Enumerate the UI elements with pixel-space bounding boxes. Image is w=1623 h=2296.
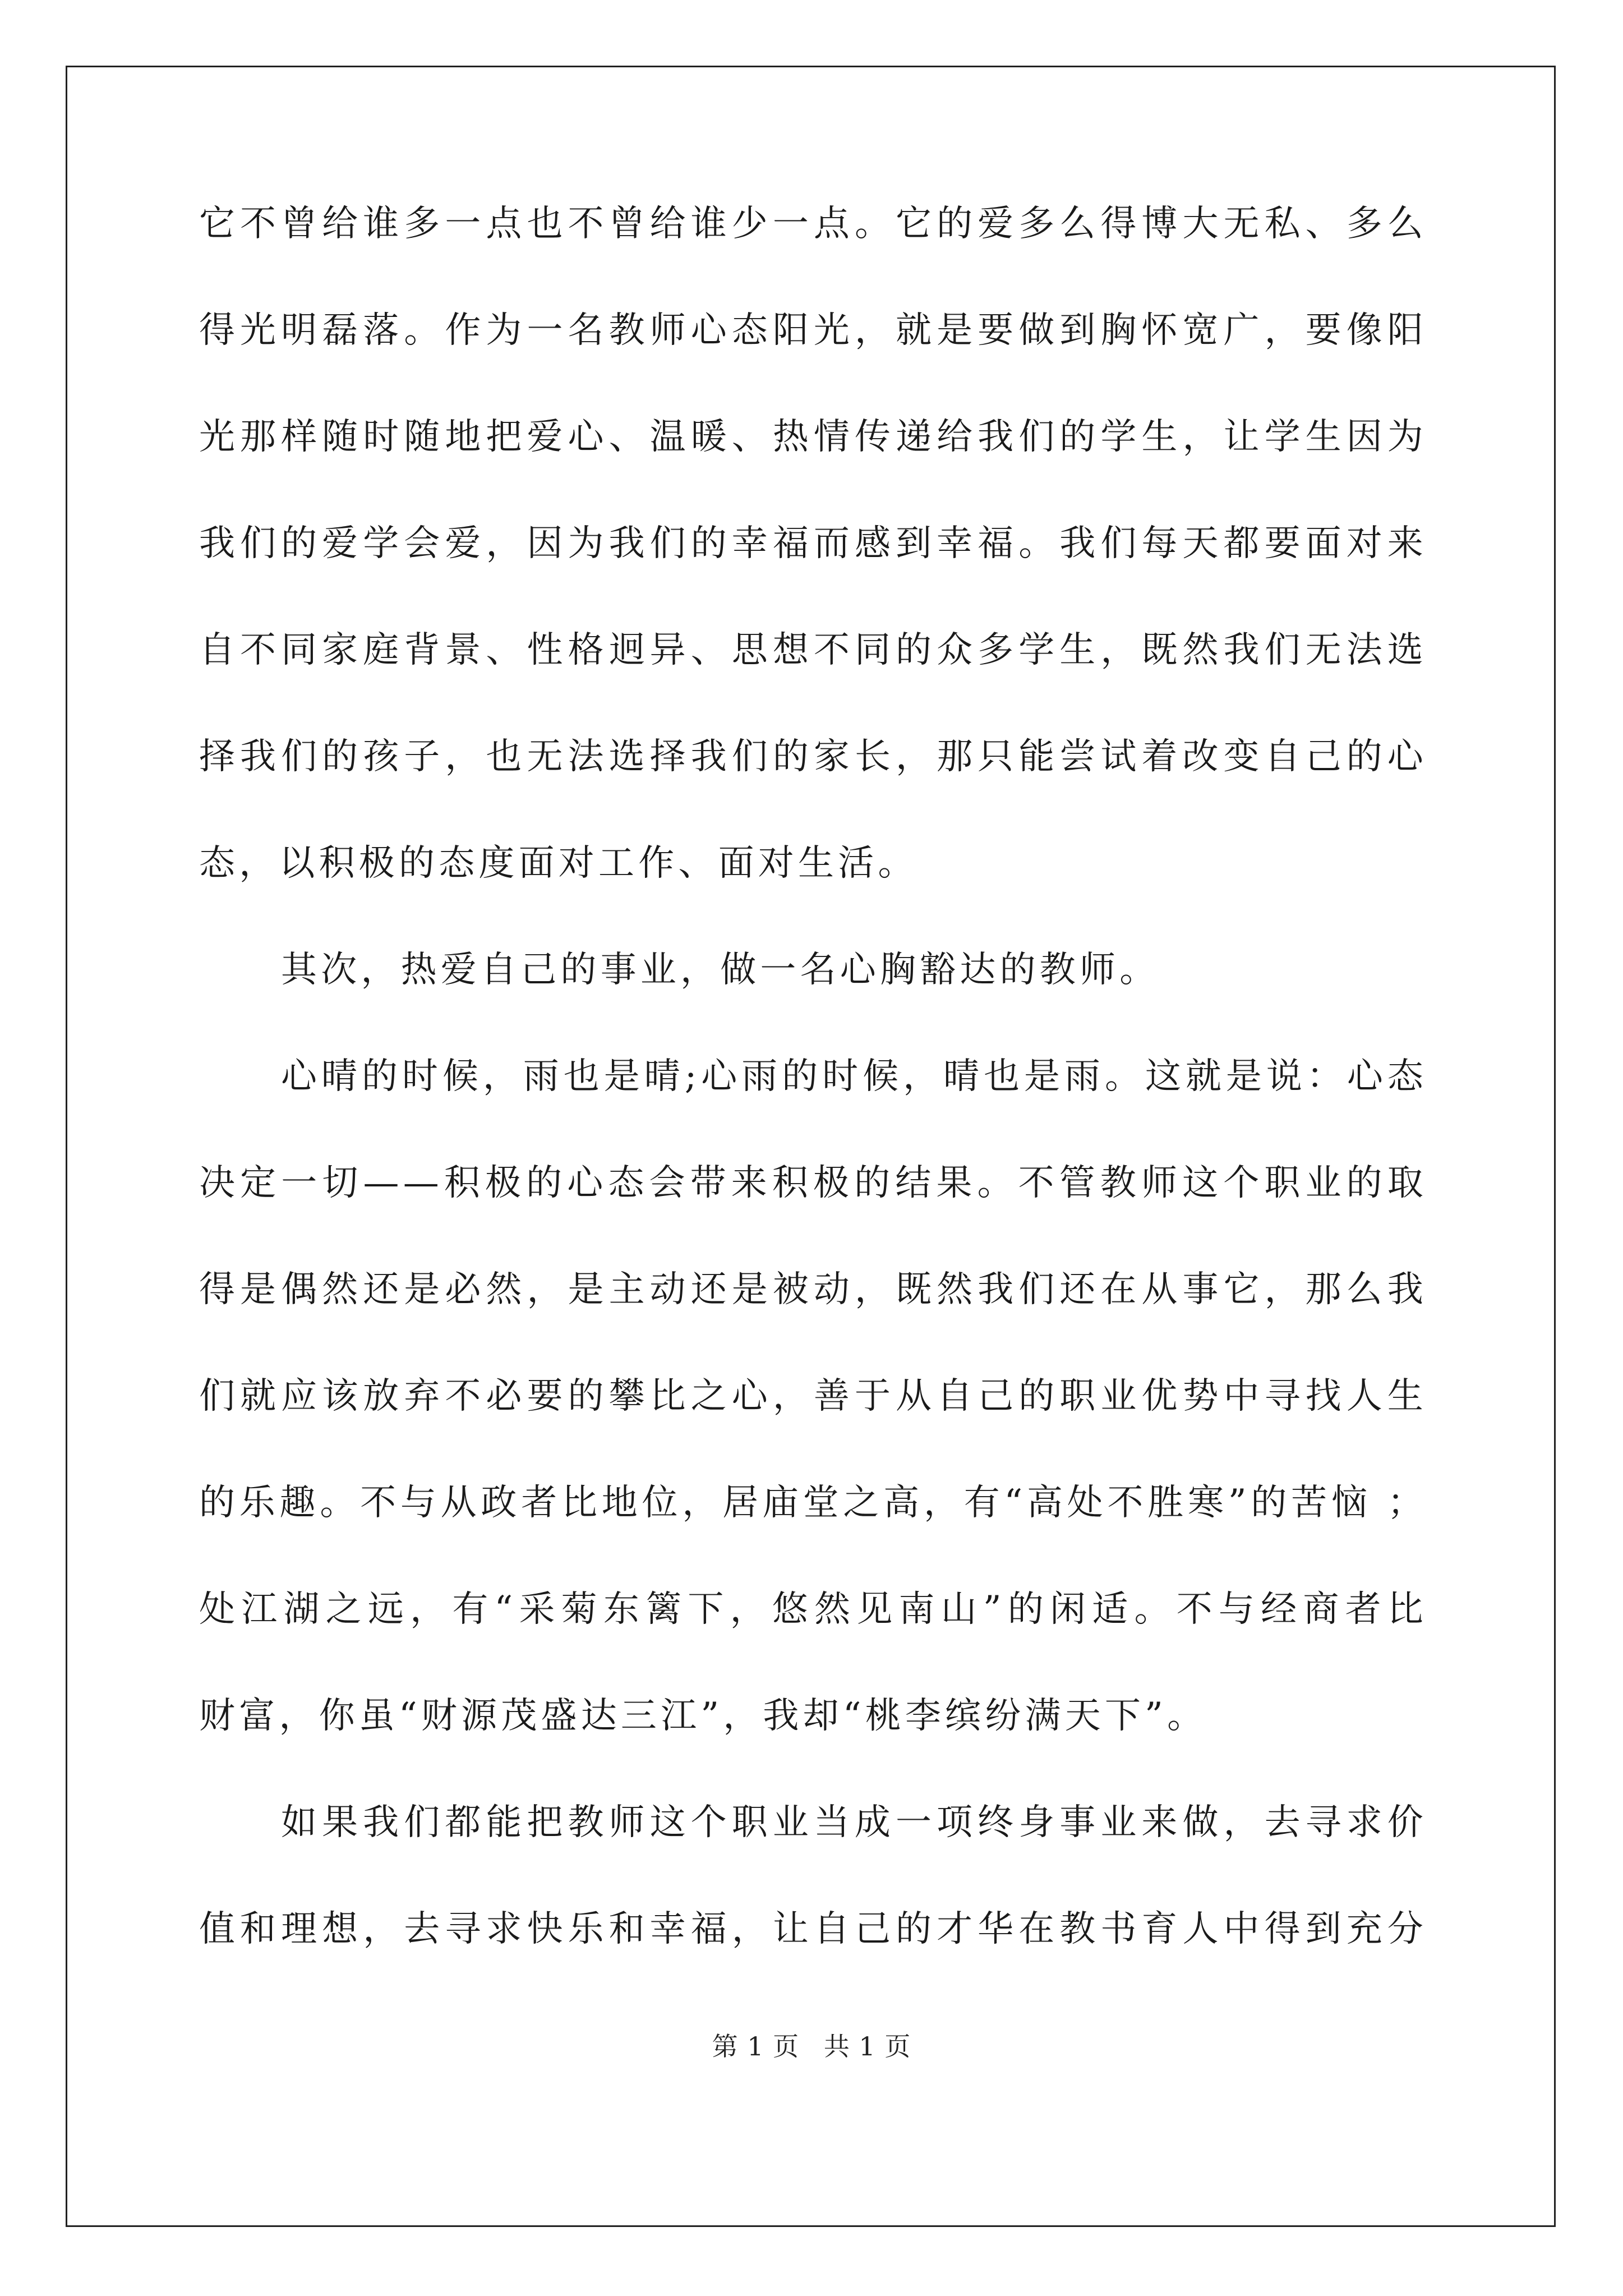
document-body [199, 203, 1427, 2018]
text-line: 值和理想，去寻求快乐和幸福，让自己的才华在教书育人中得到充分 [199, 1908, 1427, 1950]
text-line: 财富，你虽“财源茂盛达三江”，我却“桃李缤纷满天下”。 [199, 1695, 1207, 1737]
text-line: 处江湖之远，有“采菊东篱下，悠然见南山”的闲适。不与经商者比 [199, 1589, 1427, 1630]
paragraph-heading-line: 其次，热爱自己的事业，做一名心胸豁达的教师。 [281, 949, 1160, 991]
text-line: 心晴的时候，雨也是晴;心雨的时候，晴也是雨。这就是说：心态 [281, 1056, 1427, 1097]
page-number: 第 1 页 [712, 2031, 800, 2062]
text-line: 我们的爱学会爱，因为我们的幸福而感到幸福。我们每天都要面对来 [199, 523, 1427, 564]
text-line: 的乐趣。不与从政者比地位，居庙堂之高，有“高处不胜寒”的苦恼 ； [199, 1482, 1427, 1524]
page-footer [0, 2026, 1623, 2063]
page-total: 共 1 页 [823, 2031, 911, 2062]
text-line: 自不同家庭背景、性格迥异、思想不同的众多学生，既然我们无法选 [199, 629, 1427, 671]
text-line: 择我们的孩子，也无法选择我们的家长，那只能尝试着改变自己的心 [199, 736, 1427, 777]
text-line: 光那样随时随地把爱心、温暖、热情传递给我们的学生，让学生因为 [199, 416, 1427, 458]
text-line: 它不曾给谁多一点也不曾给谁少一点。它的爱多么得博大无私、多么 [199, 203, 1427, 245]
text-line: 们就应该放弃不必要的攀比之心，善于从自己的职业优势中寻找人生 [199, 1375, 1427, 1417]
text-line: 决定一切——积极的心态会带来积极的结果。不管教师这个职业的取 [199, 1162, 1427, 1204]
text-line: 态，以积极的态度面对工作、面对生活。 [199, 843, 918, 884]
text-line: 得是偶然还是必然，是主动还是被动，既然我们还在从事它，那么我 [199, 1269, 1427, 1310]
text-line: 如果我们都能把教师这个职业当成一项终身事业来做，去寻求价 [281, 1802, 1427, 1843]
text-line: 得光明磊落。作为一名教师心态阳光，就是要做到胸怀宽广，要像阳 [199, 310, 1427, 351]
